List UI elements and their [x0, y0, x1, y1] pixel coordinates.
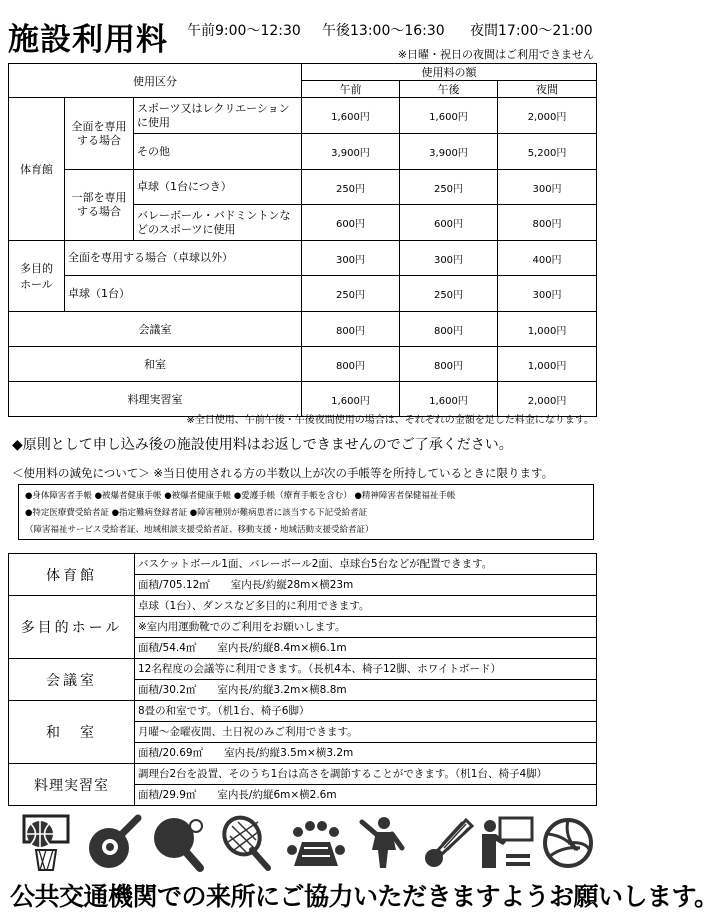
room-label: 和室: [9, 347, 302, 382]
facility-desc: 8畳の和室です。（机1台、椅子6脚）: [135, 701, 597, 722]
facility-size: 面積/29.9㎡ 室内長/約縦6m×横2.6m: [135, 785, 597, 806]
fee-am: 800円: [302, 347, 400, 382]
fee-row-label: 全面を専用する場合（卓球以外）: [65, 241, 302, 276]
fee-row-label: スポーツ又はレクリエーションに使用: [134, 98, 302, 134]
fee-pm: 1,600円: [400, 98, 498, 134]
fee-am: 600円: [302, 205, 400, 241]
gym-label: 体育館: [9, 98, 65, 241]
facility-desc: ※室内用運動靴でのご利用をお願いします。: [135, 617, 597, 638]
fee-am: 250円: [302, 170, 400, 205]
lecture-icon: [476, 814, 536, 872]
col-night: 夜間: [498, 81, 597, 98]
basketball-icon: [18, 814, 74, 872]
col-morning: 午前: [302, 81, 400, 98]
exemption-line: （障害福祉サービス受給者証、地域相談支援受給者証、移動支援・地域活動支援受給者証）: [25, 525, 374, 535]
table-tennis-icon: [150, 814, 206, 872]
fee-pm: 1,600円: [400, 382, 498, 417]
facility-desc: バスケットボール1面、バレーボール2面、卓球台5台などが配置できます。: [135, 554, 597, 575]
facility-name: 多目的ホール: [9, 596, 135, 659]
fee-header: 使用料の額: [302, 64, 597, 81]
facility-name: 料理実習室: [9, 764, 135, 806]
fee-am: 1,600円: [302, 382, 400, 417]
fee-night: 1,000円: [498, 347, 597, 382]
page-title: 施設利用料: [8, 22, 168, 58]
fee-pm: 250円: [400, 276, 498, 312]
volleyball-icon: [540, 814, 596, 872]
exemption-box: [18, 484, 594, 540]
fee-night: 400円: [498, 241, 597, 276]
fee-pm: 300円: [400, 241, 498, 276]
hours-afternoon: 午後13:00～16:30: [322, 23, 445, 39]
fee-am: 300円: [302, 241, 400, 276]
fee-pm: 800円: [400, 347, 498, 382]
dance-icon: [356, 814, 412, 872]
fee-night: 2,000円: [498, 98, 597, 134]
facility-desc: 12名程度の会議等に利用できます。（長机4本、椅子12脚、ホワイトボード）: [135, 659, 597, 680]
facility-table: [8, 553, 597, 806]
facility-desc: 月曜～金曜夜間、土日祝のみご利用できます。: [135, 722, 597, 743]
fee-night: 300円: [498, 276, 597, 312]
fee-row-label: バレーボール・バドミントンなどのスポーツに使用: [134, 205, 302, 241]
room-label: 料理実習室: [9, 382, 302, 417]
fee-night: 1,000円: [498, 312, 597, 347]
facility-name: 会議室: [9, 659, 135, 701]
col-afternoon: 午後: [400, 81, 498, 98]
exemption-title: ＜使用料の減免について＞ ※当日使用される方の半数以上が次の手帳等を所持しているときに限ります。: [12, 466, 554, 480]
facility-size: 面積/54.4㎡ 室内長/約縦8.4m×横6.1m: [135, 638, 597, 659]
facility-desc: 卓球（1台）、ダンスなど多目的に利用できます。: [135, 596, 597, 617]
tennis-icon: [218, 814, 274, 872]
hall-label: 多目的ホール: [9, 241, 65, 312]
footer-message: 公共交通機関での来所にご協力いただきますようお願いします。: [10, 882, 719, 911]
fee-night: 2,000円: [498, 382, 597, 417]
fee-am: 800円: [302, 312, 400, 347]
fee-table: [8, 63, 597, 417]
fee-pm: 600円: [400, 205, 498, 241]
category-header: 使用区分: [9, 64, 302, 98]
fee-am: 3,900円: [302, 134, 400, 170]
fee-night: 5,200円: [498, 134, 597, 170]
gym-part-use: 一部を専用する場合: [65, 170, 134, 241]
fee-row-label: その他: [134, 134, 302, 170]
facility-size: 面積/20.69㎡ 室内長/約縦3.5m×横3.2m: [135, 743, 597, 764]
facility-name: 体育館: [9, 554, 135, 596]
fee-row-label: 卓球（1台）: [65, 276, 302, 312]
fee-pm: 250円: [400, 170, 498, 205]
meeting-icon: [286, 814, 346, 872]
exemption-line: ●特定医療費受給者証 ●指定難病登録者証 ●障害種別が難病患者に該当する下記受給者証: [25, 508, 368, 518]
facility-desc: 調理台2台を設置、そのうち1台は高さを調節することができます。（机1台、椅子4脚）: [135, 764, 597, 785]
fee-night: 800円: [498, 205, 597, 241]
refund-policy: ◆原則として申し込み後の施設使用料はお返しできませんのでご了承ください。: [12, 437, 513, 453]
fee-note: ※全日使用、午前午後・午後夜間使用の場合は、それぞれの金額を足した料金になります。: [186, 415, 594, 426]
badminton-icon: [420, 814, 476, 872]
facility-name: 和 室: [9, 701, 135, 764]
fee-am: 250円: [302, 276, 400, 312]
facility-size: 面積/30.2㎡ 室内長/約縦3.2m×横8.8m: [135, 680, 597, 701]
fee-night: 300円: [498, 170, 597, 205]
room-label: 会議室: [9, 312, 302, 347]
holiday-note: ※日曜・祝日の夜間はご利用できません: [397, 48, 594, 61]
hours-night: 夜間17:00～21:00: [470, 23, 593, 39]
icon-row: [0, 810, 602, 876]
exemption-line: ●身体障害者手帳 ●被爆者健康手帳 ●被爆者健康手帳 ●愛護手帳（療育手帳を含む） ●精神障害者保健福祉手帳: [25, 491, 456, 501]
fee-pm: 800円: [400, 312, 498, 347]
cooking-pan-icon: [86, 814, 142, 872]
fee-am: 1,600円: [302, 98, 400, 134]
gym-full-use: 全面を専用する場合: [65, 98, 134, 170]
hours-morning: 午前9:00～12:30: [187, 23, 301, 39]
facility-size: 面積/705.12㎡ 室内長/約縦28m×横23m: [135, 575, 597, 596]
fee-row-label: 卓球（1台につき）: [134, 170, 302, 205]
fee-pm: 3,900円: [400, 134, 498, 170]
